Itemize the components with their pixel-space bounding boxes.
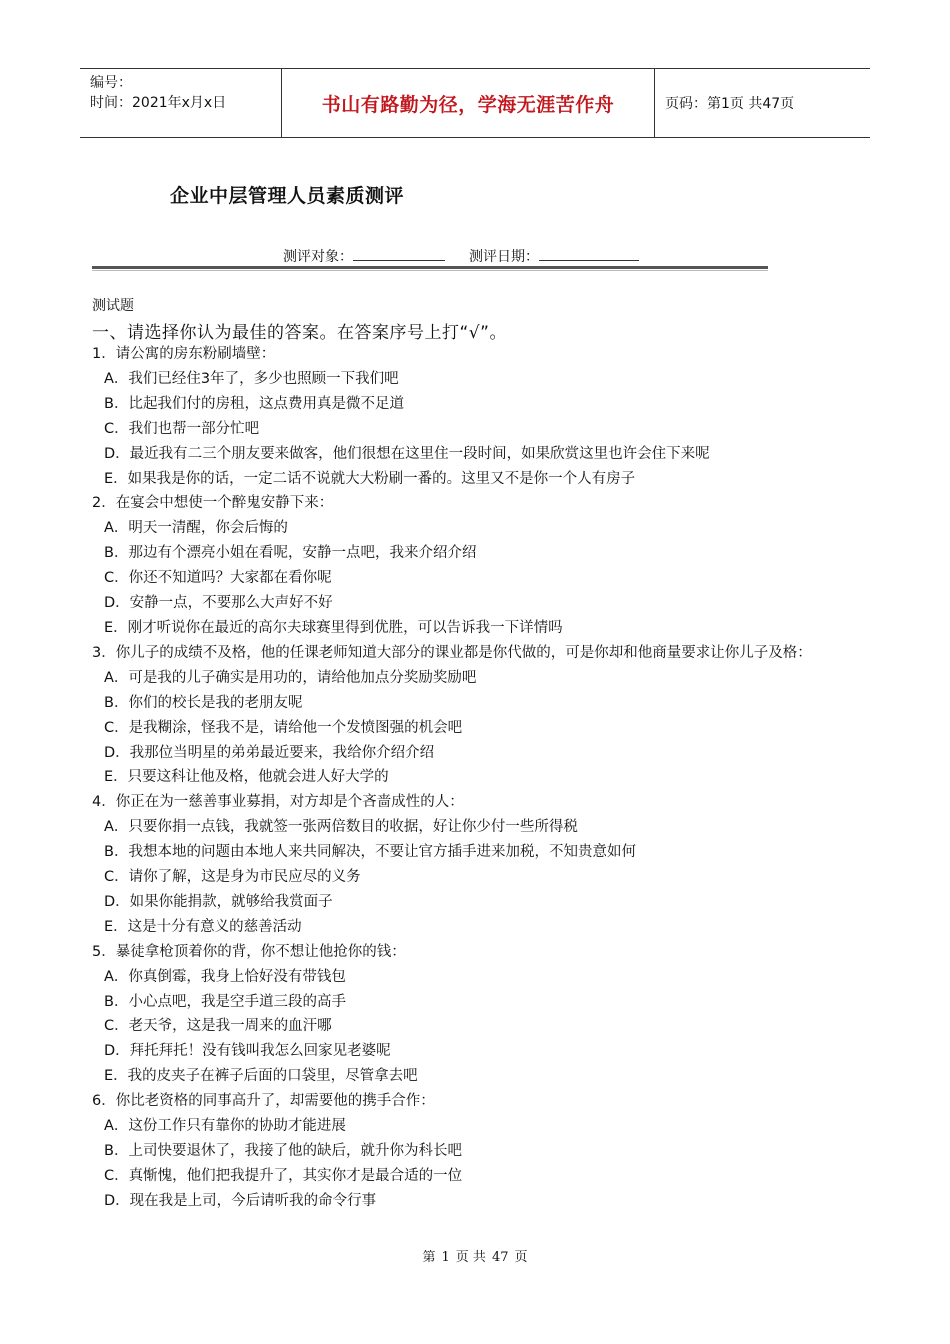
footer-suffix: 页 <box>514 1250 528 1265</box>
instruction: 一、请选择你认为最佳的答案。在答案序号上打“√”。 <box>92 323 507 343</box>
answer-option: B．那边有个漂亮小姐在看呢，安静一点吧，我来介绍介绍 <box>104 545 477 562</box>
answer-option: D．我那位当明星的弟弟最近要来，我给你介绍介绍 <box>104 744 435 761</box>
answer-option: C．你还不知道吗？大家都在看你呢 <box>104 570 332 587</box>
answer-option: E．这是十分有意义的慈善活动 <box>104 918 302 935</box>
answer-option: E．我的皮夹子在裤子后面的口袋里，尽管拿去吧 <box>104 1068 418 1085</box>
answer-option: B．比起我们付的房租，这点费用真是微不足道 <box>104 395 404 412</box>
page-info: 页码：第1页 共47页 <box>665 96 795 112</box>
divider <box>92 266 768 269</box>
answer-option: E．刚才听说你在最近的高尔夫球赛里得到优胜，可以告诉我一下详情吗 <box>104 619 563 636</box>
answer-option: B．你们的校长是我的老朋友呢 <box>104 694 303 711</box>
number-label: 编号： <box>90 75 132 91</box>
page-footer <box>0 1246 950 1265</box>
motto: 书山有路勤为径，学海无涯苦作舟 <box>321 93 615 116</box>
answer-option: A．这份工作只有靠你的协助才能进展 <box>104 1118 346 1135</box>
date-blank <box>539 246 639 261</box>
footer-page-total: 47 <box>491 1250 509 1265</box>
footer-mid: 页 共 <box>455 1250 486 1265</box>
document-header <box>80 68 870 138</box>
question-text: 3．你儿子的成绩不及格，他的任课老师知道大部分的课业都是你代做的，可是你却和他商量要求让你儿子及格： <box>92 644 812 661</box>
answer-option: A．只要你捐一点钱，我就签一张两倍数目的收据，好让你少付一些所得税 <box>104 819 578 836</box>
header-motto-cell <box>282 69 655 137</box>
footer-prefix: 第 <box>422 1250 436 1265</box>
answer-option: B．小心点吧，我是空手道三段的高手 <box>104 993 346 1010</box>
header-meta <box>80 69 282 137</box>
header-page-info-cell <box>655 69 870 137</box>
question-text: 6．你比老资格的同事高升了，却需要他的携手合作： <box>92 1093 435 1110</box>
answer-option: A．我们已经住3年了，多少也照顾一下我们吧 <box>104 370 399 387</box>
answer-option: A．可是我的儿子确实是用功的，请给他加点分奖励奖励吧 <box>104 669 477 686</box>
question-text: 4．你正在为一慈善事业募捐，对方却是个吝啬成性的人： <box>92 794 464 811</box>
answer-option: D．现在我是上司，今后请听我的命令行事 <box>104 1192 377 1209</box>
answer-option: E．如果我是你的话，一定二话不说就大大粉刷一番的。这里又不是你一个人有房子 <box>104 470 636 487</box>
answer-option: D．最近我有二三个朋友要来做客，他们很想在这里住一段时间，如果欣赏这里也许会住下来呢 <box>104 445 710 462</box>
time-label: 时间：2021年x月x日 <box>90 95 227 111</box>
question-text: 5．暴徒拿枪顶着你的背，你不想让他抢你的钱： <box>92 943 406 960</box>
date-label: 测评日期： <box>469 249 539 265</box>
answer-option: C．真惭愧，他们把我提升了，其实你才是最合适的一位 <box>104 1167 463 1184</box>
subject-row <box>283 246 663 266</box>
answer-option: B．上司快要退休了，我接了他的缺后，就升你为科长吧 <box>104 1143 462 1159</box>
answer-option: E．只要这科让他及格，他就会进人好大学的 <box>104 769 389 786</box>
answer-option: B．我想本地的问题由本地人来共同解决，不要让官方插手进来加税，不知贵意如何 <box>104 844 636 861</box>
answer-option: D．拜托拜托！没有钱叫我怎么回家见老婆呢 <box>104 1043 391 1060</box>
document-title: 企业中层管理人员素质测评 <box>170 185 405 207</box>
answer-option: D．安静一点，不要那么大声好不好 <box>104 595 333 612</box>
question-text: 1．请公寓的房东粉刷墙壁： <box>92 346 276 362</box>
subject-label: 测评对象： <box>283 249 353 265</box>
answer-option: D．如果你能捐款，就够给我赏面子 <box>104 893 333 910</box>
subject-blank <box>353 246 445 261</box>
answer-option: A．明天一清醒，你会后悔的 <box>104 520 288 537</box>
question-list <box>92 342 872 1214</box>
question-text: 2．在宴会中想使一个醉鬼安静下来： <box>92 495 334 512</box>
answer-option: C．请你了解，这是身为市民应尽的义务 <box>104 869 361 886</box>
answer-option: C．是我糊涂，怪我不是，请给他一个发愤图强的机会吧 <box>104 719 463 736</box>
divider-shadow <box>92 270 768 271</box>
footer-page-number: 1 <box>441 1250 450 1265</box>
answer-option: A．你真倒霉，我身上恰好没有带钱包 <box>104 968 346 985</box>
answer-option: C．我们也帮一部分忙吧 <box>104 420 260 437</box>
answer-option: C．老天爷，这是我一周来的血汗哪 <box>104 1018 332 1035</box>
section-label: 测试题 <box>92 298 134 314</box>
